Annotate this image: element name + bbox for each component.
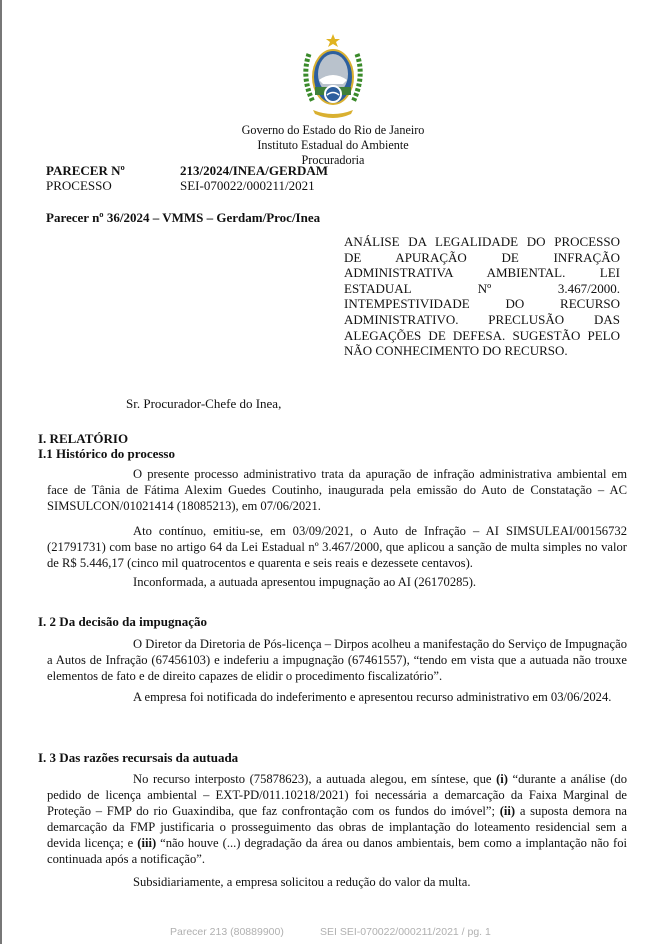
parecer-label: PARECER Nº xyxy=(46,163,125,178)
paragraph-decisao-2: A empresa foi notificada do indeferimento e apresentou recurso administrativo em 03/06/2024. xyxy=(133,690,612,704)
document-header xyxy=(0,32,666,168)
header-line-institute: Instituto Estadual do Ambiente xyxy=(257,138,409,152)
text-run: No recurso interposto (75878623), a autuada alegou, em síntese, que xyxy=(133,772,497,786)
ementa-line: DE APURAÇÃO DE INFRAÇÃO xyxy=(344,249,620,265)
text-run: a suposta demora na demarcação da FMP justificaria o prosseguimento das obras de implantação do loteamento residencial sem a devida licença; e xyxy=(47,804,627,850)
paragraph-historico-1: O presente processo administrativo trata da apuração de infração administrativa ambiental em face de Tânia de Fátima Alexim Guedes Coutinho, inaugurada pela emissão do Auto de Constatação – AC SIMSULCON/01021414 (18085213), em 07/06/2021. xyxy=(47,467,627,513)
processo-label: PROCESSO xyxy=(46,178,112,193)
section-heading-relatorio: I. RELATÓRIO xyxy=(38,431,129,446)
document-meta xyxy=(46,163,328,193)
ementa-block xyxy=(344,234,620,359)
text-run: “durante a análise (do pedido de licença ambiental – EXT-PD/011.10218/2021) foi necessária a demarcação da Faixa Marginal de Proteção – FMP do rio Guaxindiba, que faz confrontação com os fundos do imóvel”; xyxy=(47,772,627,818)
paragraph-decisao-1: O Diretor da Diretoria de Pós-licença – Dirpos acolheu a manifestação do Serviço de Impugnação a Autos de Infração (67456103) e indeferiu a impugnação (67461557), “tendo em vista que a autuada não trouxe elementos de fato e de direito capazes de elidir o procedimento fiscalizatório”. xyxy=(47,637,627,683)
paragraph-historico-2: Ato contínuo, emitiu-se, em 03/09/2021, o Auto de Infração – AI SIMSULEAI/00156732 (21791731) com base no artigo 64 da Lei Estadual nº 3.467/2000, que aplicou a sanção de multa simples no valor de R$ 5.446,17 (cinco mil quatrocentos e quarenta e seis reais e dezessete centavos). xyxy=(47,524,627,570)
paragraph-razoes-2: Subsidiariamente, a empresa solicitou a redução do valor da multa. xyxy=(133,875,471,889)
processo-number: SEI-070022/000211/2021 xyxy=(180,178,315,193)
paragraph-razoes-1 xyxy=(47,771,627,867)
section-heading-historico: I.1 Histórico do processo xyxy=(38,446,175,461)
item-marker-ii: (ii) xyxy=(499,804,516,818)
ementa-line: INTEMPESTIVIDADE DO RECURSO xyxy=(344,296,620,312)
parecer-number: 213/2024/INEA/GERDAM xyxy=(180,163,329,178)
section-heading-razoes: I. 3 Das razões recursais da autuada xyxy=(38,750,239,765)
salutation: Sr. Procurador-Chefe do Inea, xyxy=(126,396,282,411)
ementa-line: ADMINISTRATIVO. PRECLUSÃO DAS xyxy=(344,311,620,327)
footer-sei-page: SEI SEI-070022/000211/2021 / pg. 1 xyxy=(320,926,491,938)
ementa-line: ALEGAÇÕES DE DEFESA. SUGESTÃO PELO xyxy=(344,327,620,343)
coat-of-arms-icon xyxy=(295,32,371,120)
ementa-line: ADMINISTRATIVA AMBIENTAL. LEI xyxy=(344,265,620,281)
item-marker-i: (i) xyxy=(496,772,508,786)
ementa-line: ANÁLISE DA LEGALIDADE DO PROCESSO xyxy=(344,234,620,249)
header-line-department: Procuradoria xyxy=(301,153,365,167)
ementa-line: NÃO CONHECIMENTO DO RECURSO. xyxy=(344,343,568,359)
ementa-line: ESTADUAL Nº 3.467/2000. xyxy=(344,280,620,296)
item-marker-iii: (iii) xyxy=(137,836,157,850)
text-run: “não houve (...) degradação da área ou danos ambientais, bem como a implantação não foi continuada após a notificação”. xyxy=(47,836,627,866)
paragraph-historico-3: Inconformada, a autuada apresentou impugnação ao AI (26170285). xyxy=(133,575,477,589)
footer-document-reference: Parecer 213 (80889900) xyxy=(170,926,284,938)
parecer-subtitle: Parecer nº 36/2024 – VMMS – Gerdam/Proc/Inea xyxy=(46,210,321,225)
header-line-government: Governo do Estado do Rio de Janeiro xyxy=(241,123,425,137)
section-heading-decisao: I. 2 Da decisão da impugnação xyxy=(38,614,208,629)
